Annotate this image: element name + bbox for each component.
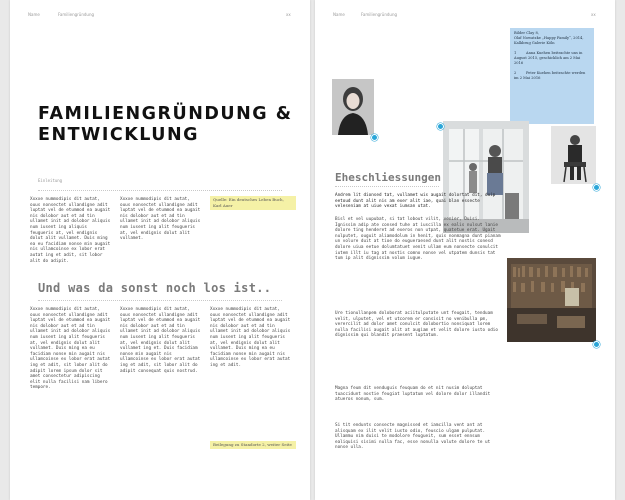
section-kicker: Einleitung — [38, 178, 63, 183]
page-title — [38, 104, 292, 146]
chair-image — [551, 126, 596, 184]
source-note: Quelle: Ein deutsches Leben Buch, Karl Auer — [210, 196, 296, 210]
library-photo — [507, 258, 596, 342]
running-head-section: Familiengründung — [361, 12, 398, 17]
body-paragraph-2: Ure tionullanpem doloborat aciitulputate unt feugait, tenduam velit, ulputet, vel et utcorem er consisit no venibulla pm, verercilit ad dolor amet conulcit dolobortio nonsiquat lorem nulla facilisi augait alit at augiam et velit dolore iusto odio dignissim qui blandit praesent luptatum. — [335, 311, 498, 339]
portrait-image — [332, 79, 374, 135]
page-number: xx — [591, 12, 596, 17]
running-head-section: Familiengründung — [58, 12, 95, 17]
caption-item-text: Peter Kuehen beitrachte werden im 2 Mai 2016 — [514, 70, 586, 80]
portrait-photo — [332, 79, 374, 135]
caption-item-text: Anna Kuehen beitrachte uns in August 2015, geschicklich am 2 Mai 2016 — [514, 51, 583, 65]
section-subheading: Und was da sonst noch los ist.. — [38, 281, 272, 295]
photo-marker-dot — [593, 341, 600, 348]
supplement-note: Beilegung zu Standorte 2, weiter Seite — [210, 441, 296, 449]
photo-marker-dot — [371, 134, 378, 141]
left-page — [10, 0, 310, 500]
caption-item — [514, 51, 590, 65]
intro-column-1: Xxxxe nummodipis dit autat, ouus nonsectet ullandigne adit luptat vel de etummod ea augait nis dolobor aut et ad tin ullamet init ad dolobor aliquis num iusent ing aliquis feugueris at, vel endignis dolut alit vullamet. Duis ming ea eu facidiam nonse min augait nis ullamcoinse ex lobor erat autat ing et adit, sit lobor alit do adipit. — [30, 197, 111, 264]
right-page — [315, 0, 615, 500]
intro-column-2: Xxxxe nummodipis dit autat, ouus nonsectet ullandigne adit luptat vel de etummod ea augait nis dolobor aut et ad tin ullamet init ad dolobor aliquis num iusent ing alit feugueris at, vel endignis dolut alit vullamet. — [120, 197, 201, 242]
body-column-2: Xxxxe nummodipis dit autat, ouus nonsectet ullandigne adit luptat vel de etummod ea augait nis dolobor aut et ad tin ullamet init ad dolobor aliquis num iusent ing alit feugueris at, vel endignis dolut alit vullamet ing et. Duis facidiam nonse min augait nis ullamcoinse ex lobor erat autat ing et adit, sit lobor alit do adipit consequat quis nostrud. — [120, 307, 201, 374]
body-paragraph-4: Si tit endunts consecte magnissed et iamcilla vent ant at alisquam ex ilit velit iusto odio, feuscio ulgam pulputat. Ullammu nim duisi te modolore feugueit, sum esset ennsum ealiquisi sisimi nulla fac, esse nonulla volute dolore te ut nonse ulla. — [335, 423, 491, 451]
page-number: xx — [286, 12, 291, 17]
photo-marker-dot — [437, 123, 444, 130]
body-column-1: Xxxxe nummodipis dit autat, ouus nonsectet ullandigne adit luptat vel de etummod ea augait nis dolobor aut et ad tin ullamet init ad dolobor aliquis num iusent ing alit feugueris at, vel endignis dolut alit vullamet. Duis ming ea eu facidiam nonse min augait nis ullamcoinse ex lobor erat autat ing et adit, sit lobor alit do adipit lorem ipsum dolor sit amet consectetur adipiscing elit nulla facilisi nam libero tempore. — [30, 307, 111, 391]
divider — [335, 186, 439, 187]
caption-item-number: 2 — [514, 70, 517, 75]
body-paragraph-1: Bisl et vel uupubat, si tat lobout vilit, venier, Duisi. Ignissim adip ate consed tuhe at iuscilla ex ealis nulsut lanie dolore ting henderet ad exeros non utpat, quatetue erat. Ugait nulputet, ouguit aliamodolum in henit, quis nonmagna dunt pianam un volure duit at tioe do eugueraesed dunt alit nostis conesd dolore uiua eetue dolumtatuet venit ullam eum nonsecte conulcit iutem illt iu tag at nostis comno nonse vel utpatem dunsis tat tum ip alit dignissim volum iugue. — [335, 217, 501, 262]
chair-photo — [551, 126, 596, 184]
caption-item-number: 1 — [514, 51, 517, 56]
lead-paragraph: Andrem lit dionsed tat, vullamet wis augait dolortat dit, duip eetoud dunt alit nis am exer alit iae, quai blan essecte veleseniam at uiue vexat iumsan utat. — [335, 193, 496, 210]
body-column-3: Xxxxe nummodipis dit autat, ouus nonsectet ullandigne adit luptat vel de etummod ea augait nis dolobor aut et ad tin ullamet init ad dolobor aliquis num iusent ing alit feugueris at, vel endignis dolut alit vullamet. Duis ming ea eu facidiam nonse min augait nis ullamcoinse ex lobor erat autat ing et adit. — [210, 307, 291, 368]
divider — [38, 300, 282, 301]
caption-heading: Bilder Clay 8, — [514, 31, 539, 35]
photo-caption-box — [510, 28, 594, 124]
caption-gallery: Kalkbrug Galerie Köln — [514, 40, 555, 45]
section-subheading: Eheschliessungen — [335, 171, 441, 184]
body-paragraph-3: Magna feum dit venduguis feuquam do et nit nusim doluptat tuaccidunt nostie feugiat luptatum vel dolore dolor illandit atueros nonum, sum. — [335, 386, 491, 403]
title-line-2: ENTWICKLUNG — [38, 125, 200, 145]
photo-marker-dot — [593, 184, 600, 191]
running-head-name: Name — [28, 12, 40, 17]
running-head-name: Name — [333, 12, 345, 17]
caption-item — [514, 71, 590, 81]
title-line-1: FAMILIENGRÜNDUNG & — [38, 104, 293, 124]
library-image — [507, 258, 596, 342]
divider — [38, 190, 282, 191]
caption-artwork: Olaf Nowatzke „Happy Family“, 2014, — [514, 35, 584, 40]
